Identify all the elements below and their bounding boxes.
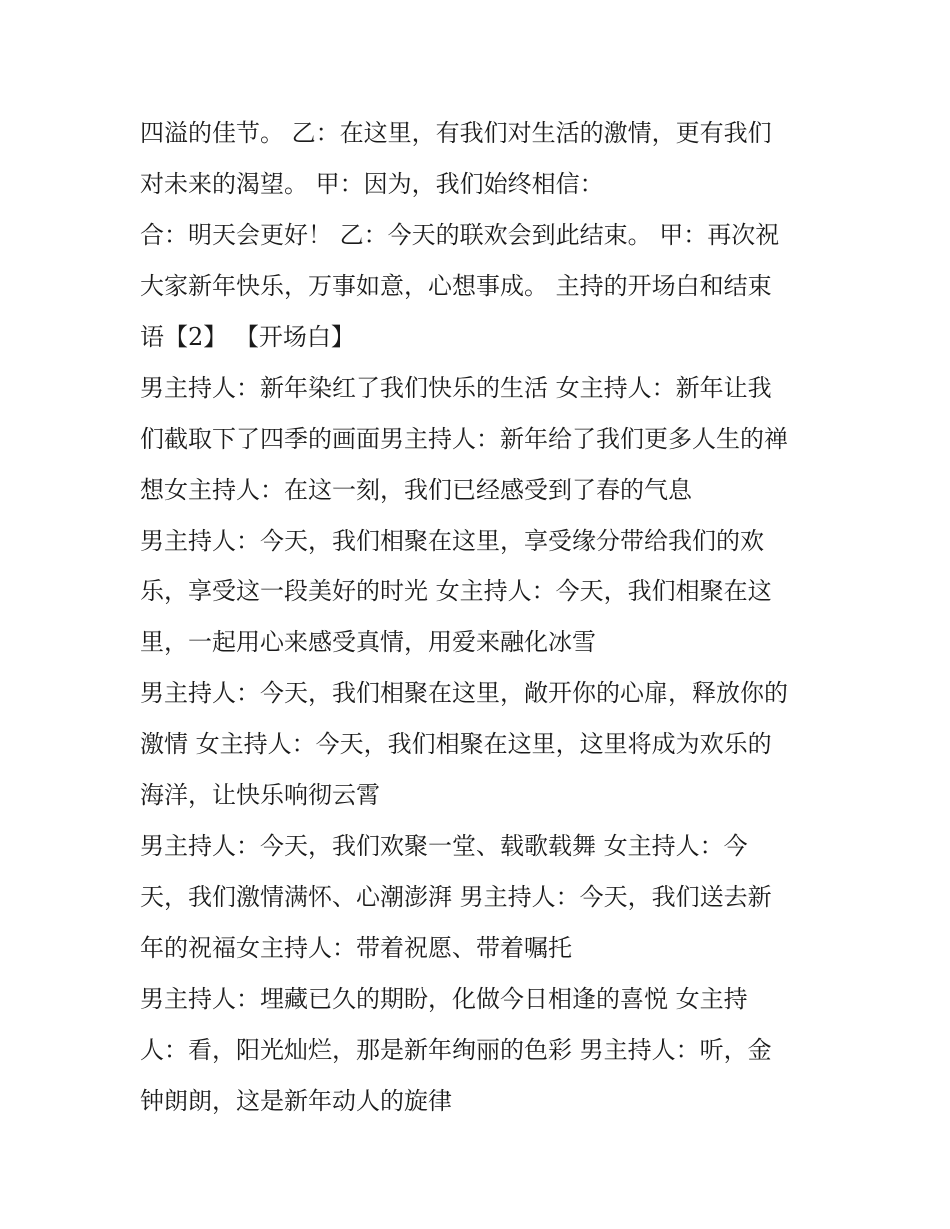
body-text bbox=[140, 108, 820, 1127]
text-line: 激情 女主持人：今天，我们相聚在这里，这里将成为欢乐的 bbox=[140, 730, 772, 759]
text-line: 四溢的佳节。 乙：在这里，有我们对生活的激情，更有我们 bbox=[140, 119, 772, 147]
text-line: 男主持人：埋藏已久的期盼，化做今日相逢的喜悦 女主持 bbox=[140, 984, 748, 1013]
text-line: 们截取下了四季的画面男主持人：新年给了我们更多人生的禅 bbox=[140, 424, 788, 453]
text-line: 男主持人：今天，我们欢聚一堂、载歌载舞 女主持人：今 bbox=[140, 832, 748, 861]
text-line: 乐，享受这一段美好的时光 女主持人：今天，我们相聚在这 bbox=[140, 577, 772, 606]
text-line: 合：明天会更好！ 乙：今天的联欢会到此结束。 甲：再次祝 bbox=[140, 220, 780, 249]
text-line: 里，一起用心来感受真情，用爱来融化冰雪 bbox=[140, 628, 596, 657]
text-line: 钟朗朗，这是新年动人的旋律 bbox=[140, 1086, 452, 1115]
text-line: 语【2】 【开场白】 bbox=[140, 322, 355, 351]
text-line: 男主持人：新年染红了我们快乐的生活 女主持人：新年让我 bbox=[140, 373, 772, 402]
text-line: 男主持人：今天，我们相聚在这里，享受缘分带给我们的欢 bbox=[140, 526, 764, 555]
text-line: 对未来的渴望。 甲：因为，我们始终相信： bbox=[140, 169, 604, 198]
text-line: 人：看，阳光灿烂，那是新年绚丽的色彩 男主持人：听，金 bbox=[140, 1035, 772, 1064]
text-line: 想女主持人：在这一刻，我们已经感受到了春的气息 bbox=[140, 475, 692, 504]
text-line: 海洋，让快乐响彻云霄 bbox=[140, 781, 380, 810]
text-line: 大家新年快乐，万事如意，心想事成。 主持的开场白和结束 bbox=[140, 271, 772, 300]
text-line: 天，我们激情满怀、心潮澎湃 男主持人：今天，我们送去新 bbox=[140, 883, 772, 912]
text-line: 年的祝福女主持人：带着祝愿、带着嘱托 bbox=[140, 934, 572, 962]
text-line: 男主持人：今天，我们相聚在这里，敞开你的心扉，释放你的 bbox=[140, 679, 788, 708]
